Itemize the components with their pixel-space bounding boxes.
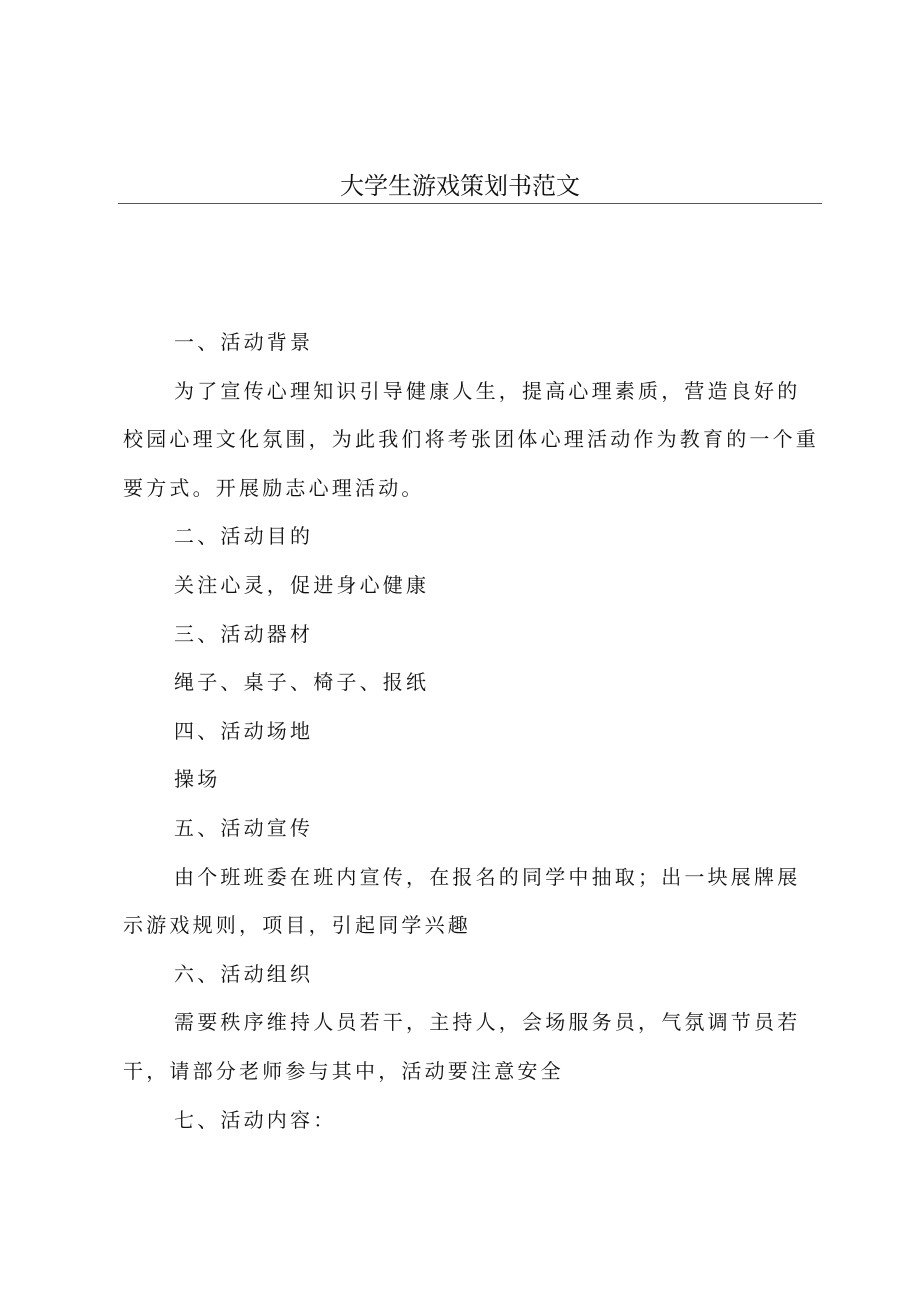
section-heading-content: 七、活动内容： bbox=[174, 1107, 337, 1132]
section-heading-organization: 六、活动组织 bbox=[174, 961, 314, 986]
paragraph-background: 为了宣传心理知识引导健康人生，提高心理素质，营造良好的校园心理文化氛围，为此我们将考张团体心理活动作为教育的一个重要方式。开展励志心理活动。 bbox=[123, 378, 819, 500]
section-heading-equipment: 三、活动器材 bbox=[174, 621, 314, 646]
section-heading-purpose: 二、活动目的 bbox=[174, 524, 314, 549]
paragraph-equipment: 绳子、桌子、椅子、报纸 bbox=[174, 670, 430, 695]
paragraph-publicity: 由个班班委在班内宣传，在报名的同学中抽取；出一块展牌展示游戏规则，项目，引起同学兴趣 bbox=[123, 864, 801, 938]
document-body bbox=[123, 318, 823, 1144]
paragraph-purpose: 关注心灵，促进身心健康 bbox=[174, 572, 430, 597]
paragraph-organization: 需要秩序维持人员若干，主持人，会场服务员，气氛调节员若干，请部分老师参与其中，活动要注意安全 bbox=[123, 1010, 801, 1083]
paragraph-venue: 操场 bbox=[174, 767, 221, 792]
title-underline bbox=[118, 203, 822, 204]
section-heading-background: 一、活动背景 bbox=[174, 330, 314, 354]
section-heading-publicity: 五、活动宣传 bbox=[174, 815, 314, 840]
document-title: 大学生游戏策划书范文 bbox=[340, 172, 580, 200]
section-heading-venue: 四、活动场地 bbox=[174, 718, 314, 743]
